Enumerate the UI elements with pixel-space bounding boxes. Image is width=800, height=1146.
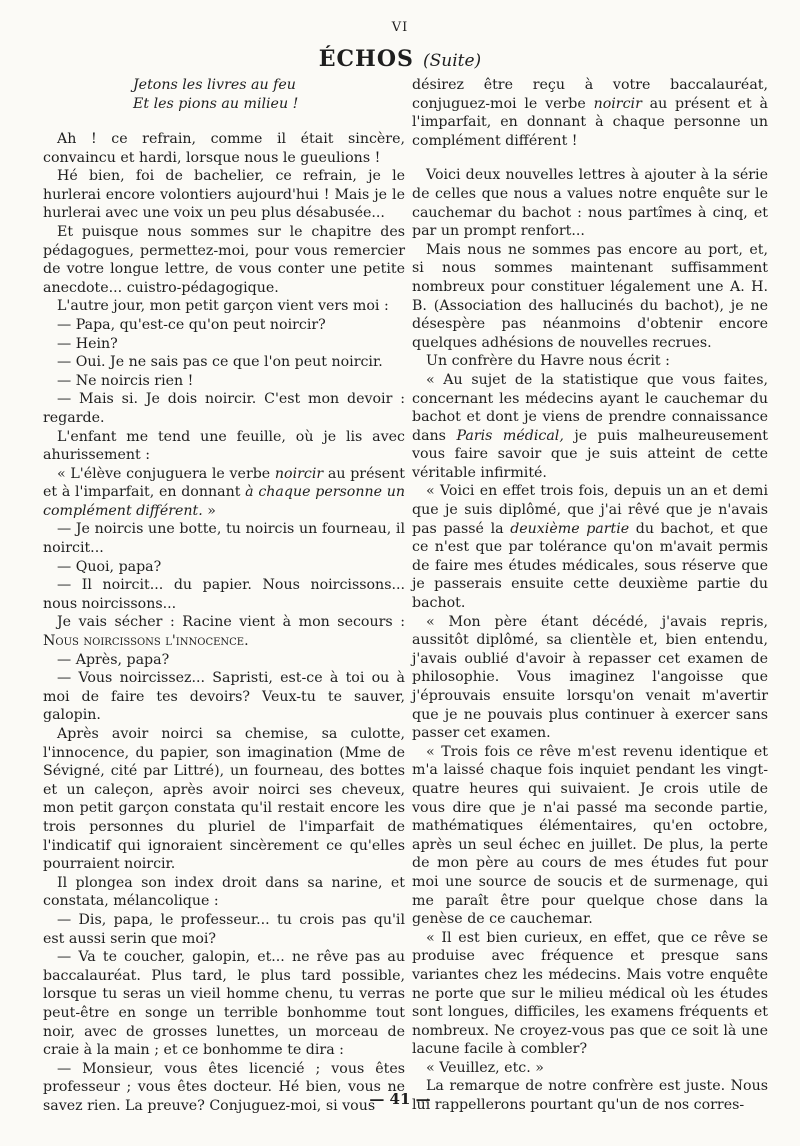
- section-subtitle: (Suite): [423, 51, 482, 71]
- emphasis: deuxième partie: [510, 520, 630, 537]
- epigraph-line: Jetons les livres au feu: [133, 77, 296, 93]
- racine-text: Je vais sécher : Racine vient à mon secours :: [57, 614, 405, 631]
- letter-paragraph: « Mon père étant décédé, j'avais repris, aussitôt diplômé, sa clientèle et, bien entendu, j'avais oublié d'avoir à repasser cet examen de philosophie. Vous imaginez l'angoisse que j'éprouvais ensuite lorsqu'on venait m'avertir que je ne pouvais plus continuer à exercer sans passer cet examen.: [412, 613, 768, 742]
- quote-emphasis: à chaque personne un complément différent.: [43, 484, 405, 519]
- dialogue-line: — Il noircit... du papier. Nous noircissons... nous noircissons...: [43, 577, 405, 612]
- text: désirez être reçu à votre baccalauréat, conjuguez-moi le verbe: [412, 77, 768, 112]
- paragraph: Il plongea son index droit dans sa narine, et constata, mélancolique :: [43, 874, 405, 910]
- right-column: [412, 76, 768, 1115]
- left-column: [43, 76, 405, 1115]
- homework-quote: [43, 465, 405, 521]
- dialogue-line: — Va te coucher, galopin, et... ne rêve pas au baccalauréat. Plus tard, le plus tard possible, lorsque tu seras un vieil homme chenu, tu verras peut-être en songe un terrible bonhomme tout noir, avec de grosses lunettes, un morceau de craie à la main ; et ce bonhomme te dira :: [43, 949, 405, 1059]
- quote-verb: noircir: [274, 465, 324, 482]
- section-title: ÉCHOS: [318, 46, 414, 72]
- dialogue-line: — Vous noircissez... Sapristi, est-ce à toi ou à moi de faire tes devoirs? Veux-tu te sauver, galopin.: [43, 670, 405, 724]
- paragraph: La remarque de notre confrère est juste. Nous lui rappellerons pourtant qu'un de nos corres-: [412, 1078, 768, 1114]
- letter-paragraph: [412, 482, 768, 612]
- dialogue-line: — Mais si. Je dois noircir. C'est mon devoir : regarde.: [43, 391, 405, 426]
- dialogue-line: — Ne noircis rien !: [57, 372, 194, 389]
- journal-title: Paris médical,: [456, 427, 564, 444]
- paragraph: L'autre jour, mon petit garçon vient vers moi :: [57, 298, 389, 315]
- text: du bachot, et que ce n'est que par tolérance qu'on m'avait permis de faire mes études médicales, sous réserve que je passerais ensuite cette deuxième partie du bachot.: [412, 520, 768, 612]
- letter-paragraph: « Il est bien curieux, en effet, que ce rêve se produise avec fréquence et presque sans variantes chez les médecins. Mais votre enquête ne porte que sur le milieu médical où les études sont longues, difficiles, les examens fréquents et nombreux. Ne croyez-vous pas que ce soit là une lacune facile à combler?: [412, 929, 768, 1058]
- dialogue-line: — Je noircis une botte, tu noircis un fourneau, il noircit...: [43, 521, 405, 557]
- verb: noircir: [593, 95, 642, 112]
- letter-paragraph: [412, 371, 768, 483]
- letter-closing: « Veuillez, etc. »: [426, 1059, 544, 1076]
- paragraph: Après avoir noirci sa chemise, sa culotte, l'innocence, du papier, son imagination (Mme de Sévigné, cité par Littré), un fourneau, des bottes et un caleçon, après avoir noirci ses cheveux, mon petit garçon constata qu'il restait encore les trois personnes du pluriel de l'imparfait de l'indicatif qui ignoraient sincèrement ce qu'elles pourraient noircir.: [43, 726, 405, 873]
- dialogue-line: — Dis, papa, le professeur... tu crois pas qu'il est aussi serin que moi?: [43, 911, 405, 947]
- paragraph-continued: [412, 76, 768, 150]
- letter-paragraph: « Trois fois ce rêve m'est revenu identique et m'a laissé chaque fois inquiet pendant les vingt-quatre heures qui suivaient. Je crois utile de vous dire que je n'ai passé ma seconde partie, mathématiques élémentaires, qu'en octobre, après un seul échec en juillet. De plus, la perte de mon père au cours de mes études fut pour moi une source de soucis et de surmenage, qui me paraît être pour quelque chose dans la genèse de ce cauchemar.: [412, 743, 768, 928]
- paragraph: Voici deux nouvelles lettres à ajouter à la série de celles que nous a values notre enquête sur le cauchemar du bachot : nous partîmes à cinq, et par un prompt renfort...: [412, 167, 768, 240]
- text: « Voici en effet trois fois, depuis un an et demi que je suis diplômé, que j'ai rêvé que je n'avais pas passé la: [412, 483, 768, 537]
- epigraph-line: Et les pions au milieu !: [133, 96, 299, 112]
- paragraph: Mais nous ne sommes pas encore au port, et, si nous sommes maintenant suffisamment nombreux pour constituer légalement une A. H. B. (Association des hallucinés du bachot), je ne désespère pas néanmoins d'obtenir encore quelques adhésions de nouvelles recrues.: [412, 241, 768, 351]
- dialogue-line: — Quoi, papa?: [57, 558, 162, 575]
- dialogue-line: — Après, papa?: [57, 651, 170, 668]
- epigraph: [133, 76, 405, 114]
- section-heading: [0, 44, 800, 76]
- dialogue-line: — Hein?: [57, 335, 118, 352]
- quote-text: « L'élève conjuguera le verbe: [57, 465, 275, 482]
- paragraph: Ah ! ce refrain, comme il était sincère, convaincu et hardi, lorsque nous le gueulions !: [43, 131, 405, 166]
- racine-paragraph: [43, 613, 405, 650]
- text: je puis malheureusement vous faire savoir que je suis atteint de cette véritable infirmité.: [412, 427, 768, 481]
- running-head-page-label: VI: [391, 20, 409, 35]
- racine-quote: Nous noircissons l'innocence.: [43, 633, 249, 650]
- page-number: — 41 —: [369, 1090, 431, 1108]
- dialogue-line: — Papa, qu'est-ce qu'on peut noircir?: [57, 316, 326, 333]
- text: au présent et à l'imparfait, en donnant à chaque personne un complément différent !: [412, 95, 768, 149]
- paragraph: L'enfant me tend une feuille, où je lis avec ahurissement :: [43, 428, 405, 464]
- quote-text: au présent et à l'imparfait, en donnant: [43, 465, 405, 501]
- dialogue-line: — Oui. Je ne sais pas ce que l'on peut noircir.: [57, 354, 383, 371]
- quote-text: »: [202, 502, 216, 519]
- paragraph: Un confrère du Havre nous écrit :: [426, 353, 670, 370]
- dialogue-line: — Monsieur, vous êtes licencié ; vous êtes professeur ; vous êtes docteur. Hé bien, vous ne savez rien. La preuve? Conjuguez-moi, si vous: [43, 1060, 405, 1114]
- text: « Au sujet de la statistique que vous faites, concernant les médecins ayant le cauchemar du bachot et dont je viens de prendre connaissance dans: [412, 371, 768, 444]
- paragraph: Et puisque nous sommes sur le chapitre des pédagogues, permettez-moi, pour vous remercier de votre longue lettre, de vous conter une petite anecdote... cuistro-pédagogique.: [43, 223, 405, 296]
- paragraph: Hé bien, foi de bachelier, ce refrain, je le hurlerai encore volontiers aujourd'hui ! Mais je le hurlerai avec une voix un peu plus désabusée...: [43, 168, 405, 222]
